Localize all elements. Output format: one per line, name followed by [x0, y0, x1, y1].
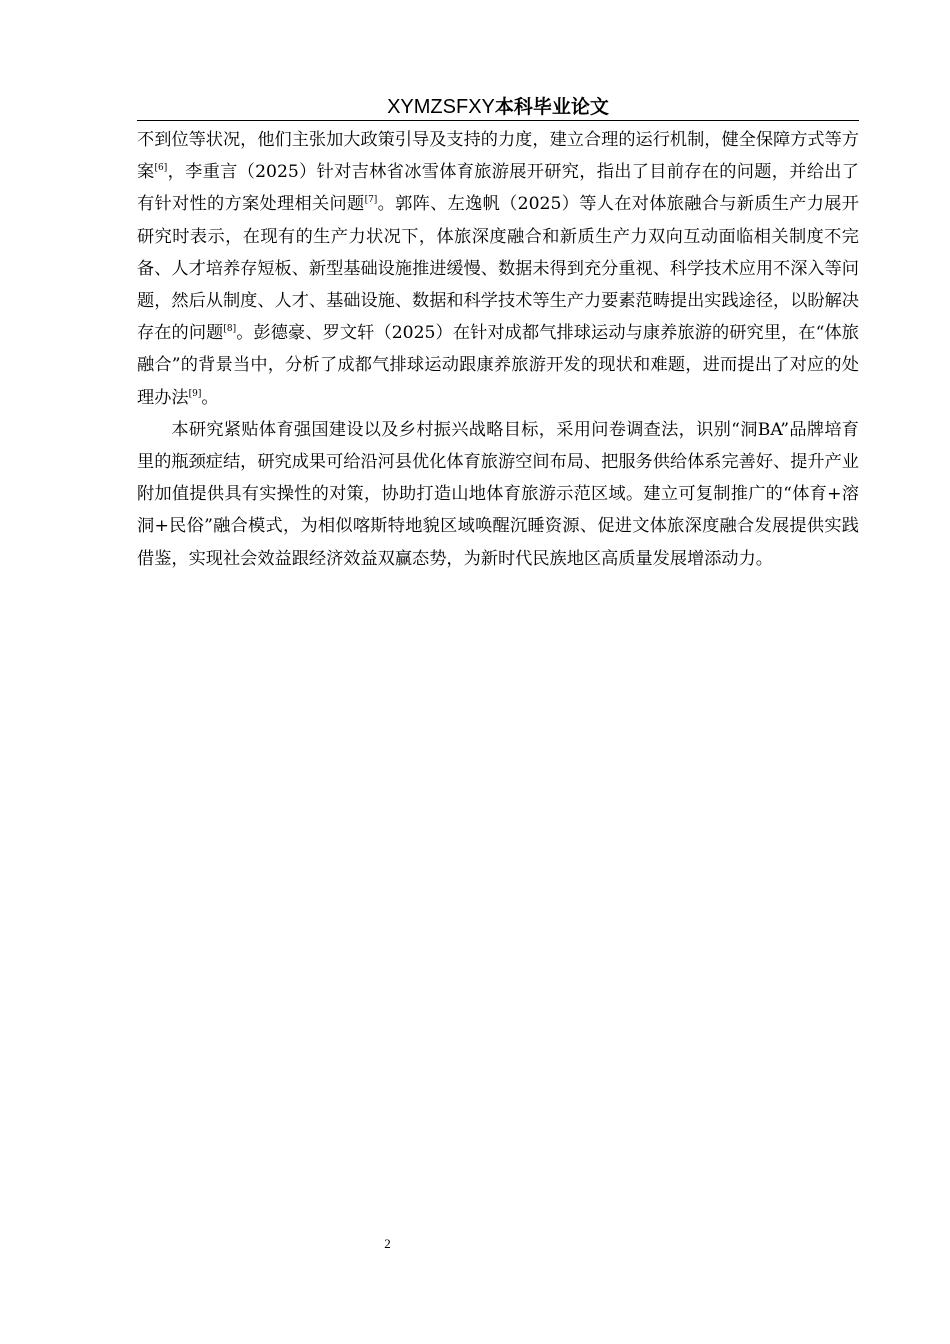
paragraph-research-significance: 本研究紧贴体育强国建设以及乡村振兴战略目标，采用问卷调查法，识别“洞BA”品牌培育里的瓶颈症结，研究成果可给沿河县优化体育旅游空间布局、把服务供给体系完善好、提升产业附加值提供具有实操性的对策，协助打造山地体育旅游示范区域。建立可复制推广的“体育+溶洞+民俗”融合模式，为相似喀斯特地貌区域唤醒沉睡资源、促进文体旅深度融合发展提供实践借鉴，实现社会效益跟经济效益双赢态势，为新时代民族地区高质量发展增添动力。 [137, 419, 859, 569]
running-header [137, 92, 859, 121]
paragraph-text: 不到位等状况，他们主张加大政策引导及支持的力度，建立合理的运行机制，健全保障方式等方案 [137, 130, 859, 183]
paragraph-literature-review [137, 124, 859, 414]
page-number: 2 [384, 1236, 391, 1251]
paragraph-text: 。彭德豪、罗文轩（2025）在针对成都气排球运动与康养旅游的研究里，在“体旅融合”的背景当中，分析了成都气排球运动跟康养旅游开发的现状和难题，进而提出了对应的处理办法 [137, 323, 859, 408]
citation-ref: [9] [188, 388, 202, 399]
citation-ref: [6] [154, 163, 168, 174]
citation-ref: [8] [223, 324, 237, 335]
paragraph-text: ，李重言（2025）针对吉林省冰雪体育旅游展开研究，指出了目前存在的问题，并给出了有针对性的方案处理相关问题 [137, 162, 859, 215]
paragraph-text: 。郭阵、左逸帆（2025）等人在对体旅融合与新质生产力展开研究时表示，在现有的生产力状况下，体旅深度融合和新质生产力双向互动面临相关制度不完备、人才培养存短板、新型基础设施推进缓慢、数据未得到充分重视、科学技术应用不深入等问题，然后从制度、人才、基础设施、数据和科学技术等生产力要素范畴提出实践途径，以盼解决存在的问题 [137, 194, 859, 344]
header-code: XYMZSFXY [387, 96, 495, 118]
document-body [137, 124, 859, 575]
citation-ref: [7] [364, 195, 378, 206]
paragraph-text: 。 [201, 387, 219, 408]
header-title: 本科毕业论文 [494, 96, 609, 118]
